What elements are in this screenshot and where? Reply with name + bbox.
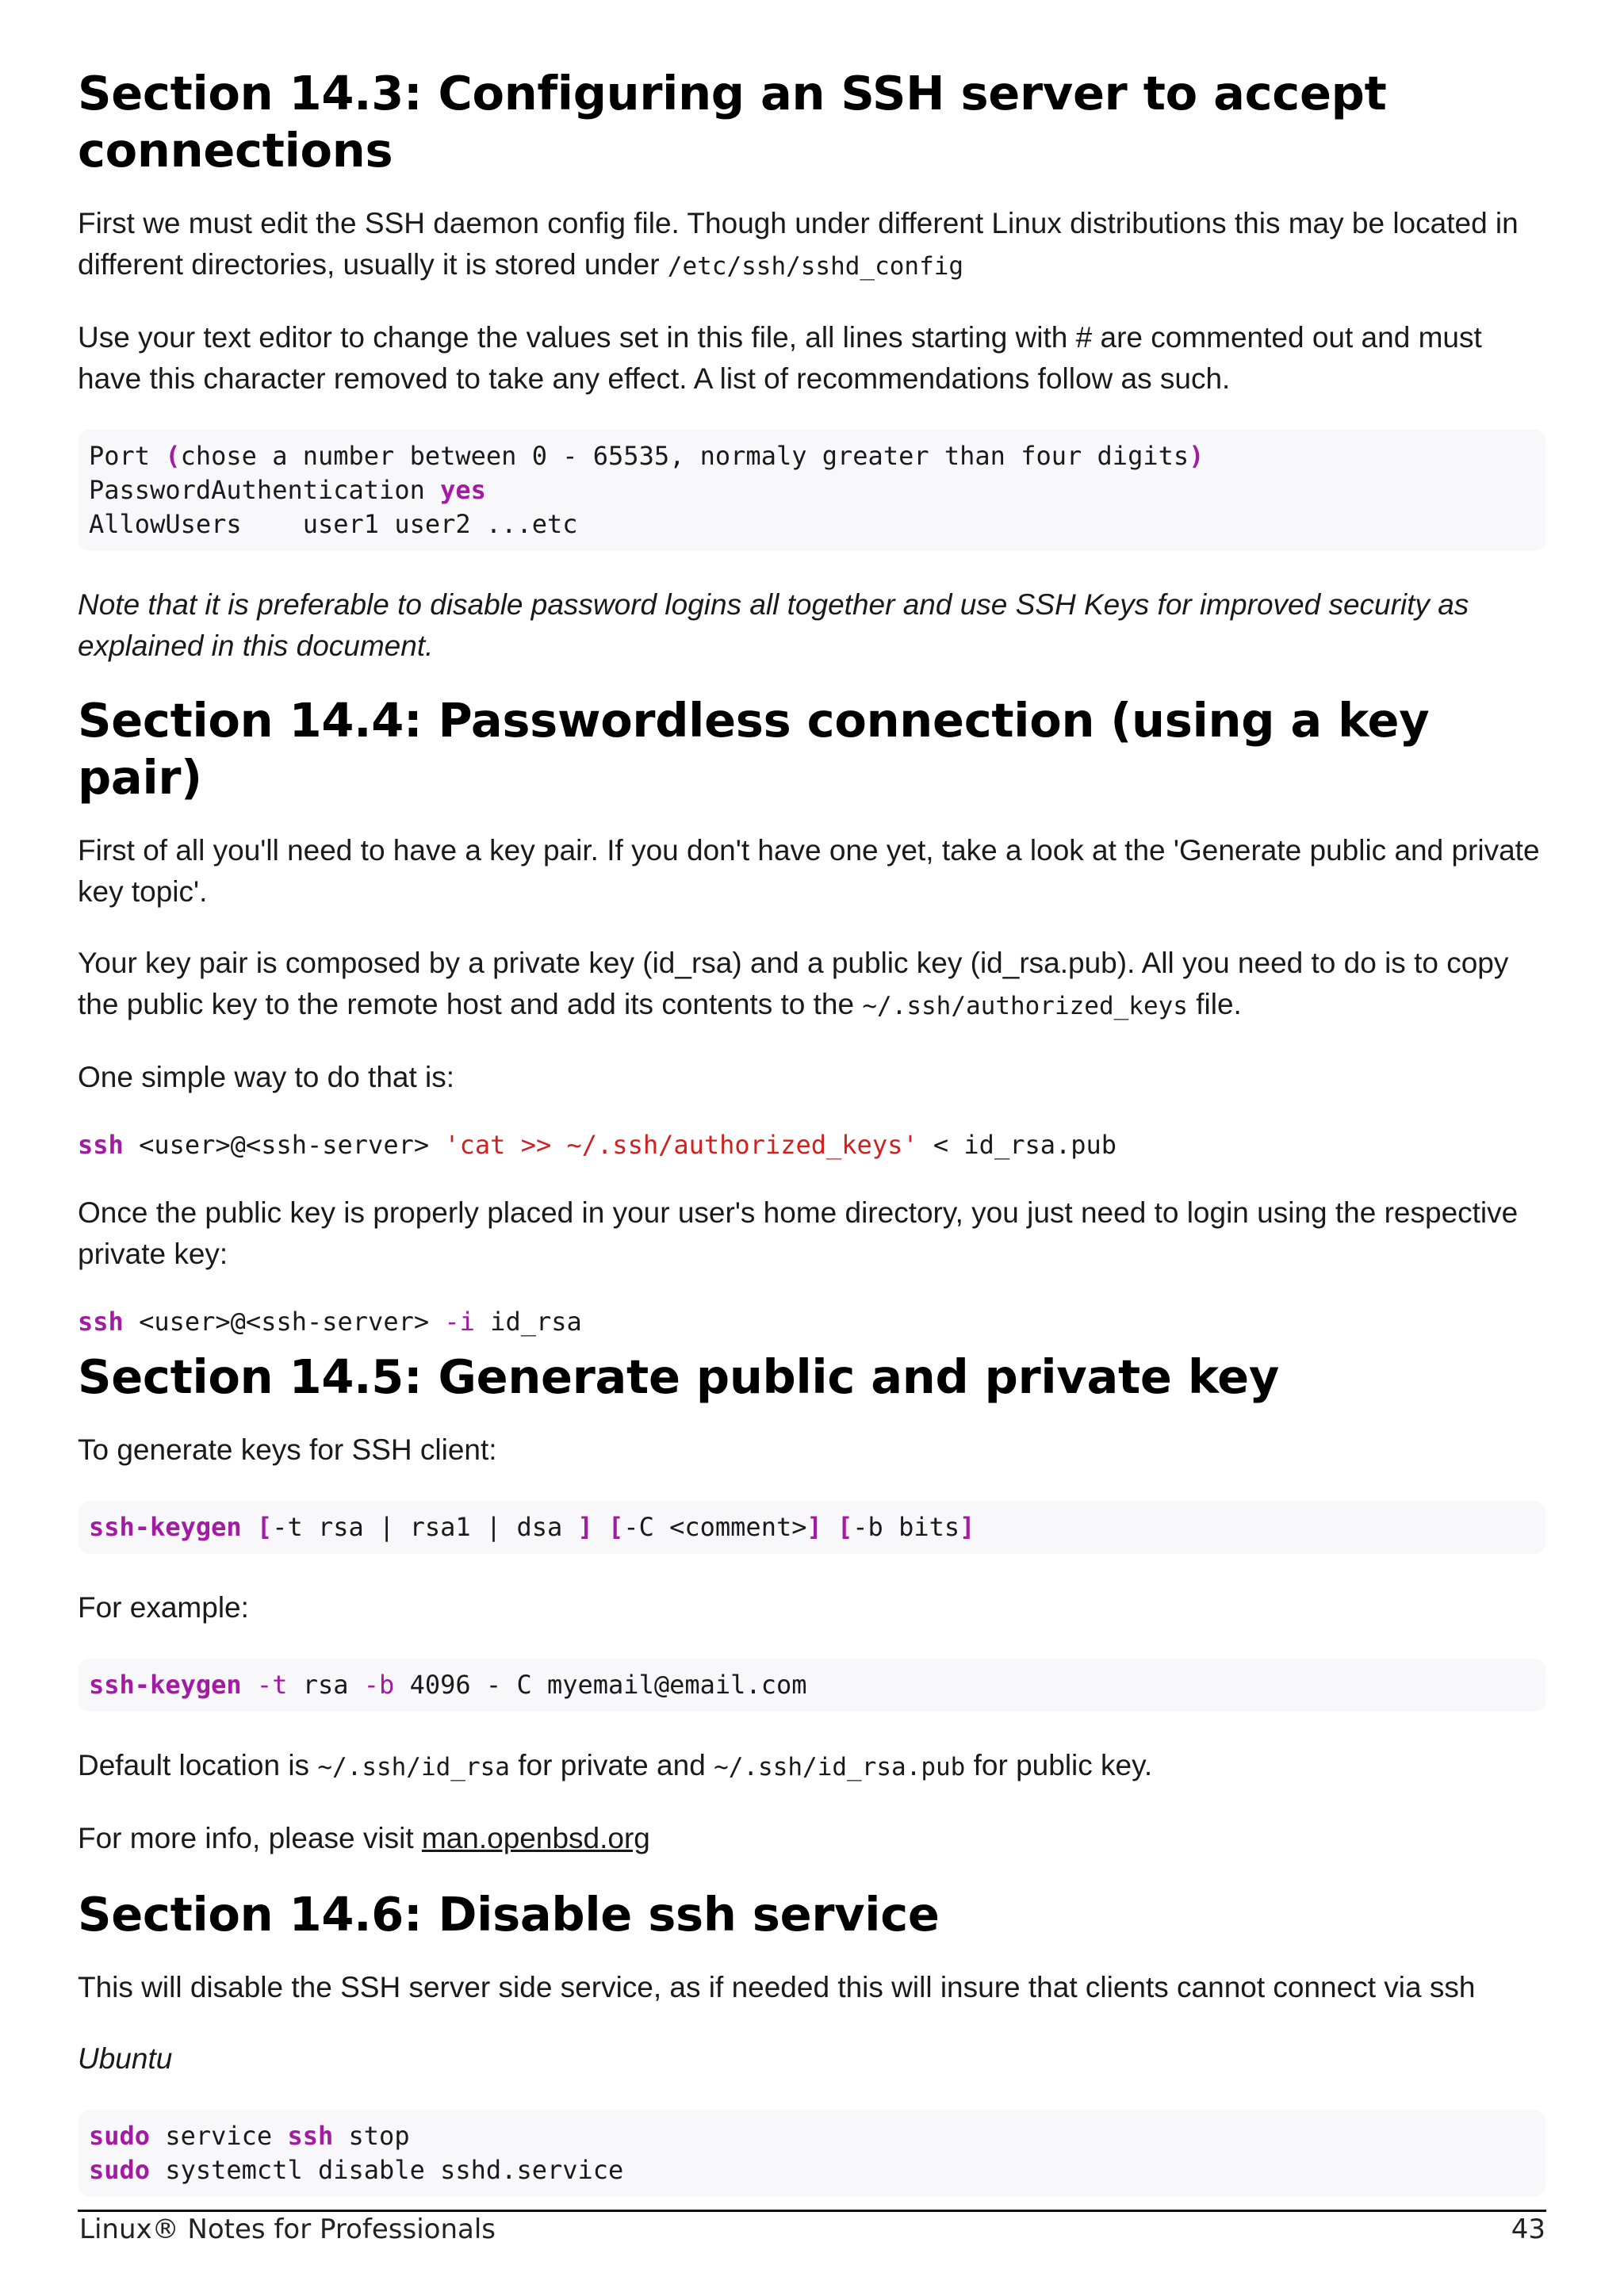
code-token: 4096 - C myemail@email.com — [394, 1670, 807, 1700]
code-token: ssh — [287, 2121, 334, 2151]
section-14-5-paragraph-1: To generate keys for SSH client: — [78, 1433, 497, 1466]
paragraph-text: for private and — [509, 1749, 714, 1781]
inline-code-sshd-config: /etc/ssh/sshd_config — [667, 252, 964, 281]
code-token: < id_rsa.pub — [917, 1130, 1117, 1160]
section-14-6-title: Section 14.6: Disable ssh service — [78, 1887, 940, 1942]
code-token: id_rsa — [474, 1307, 582, 1337]
code-token: yes — [440, 475, 486, 505]
code-token: -C <comment> — [623, 1512, 807, 1542]
code-token: -t — [256, 1670, 288, 1700]
security-note: Note that it is preferable to disable password logins all together and use SSH Keys for improved security as explained in this document. — [78, 588, 1469, 662]
section-14-3-paragraph-2: Use your text editor to change the values set in this file, all lines starting with # are commented out and must have this character removed to take any effect. A list of recommendations follow as such. — [78, 321, 1482, 395]
ssh-copy-key-command — [78, 1128, 1546, 1162]
code-token: service — [150, 2121, 288, 2151]
code-token: ] — [806, 1512, 822, 1542]
ssh-keygen-example-code-block — [78, 1659, 1546, 1712]
code-token: rsa — [287, 1670, 364, 1700]
paragraph-text: for public key. — [965, 1749, 1153, 1781]
section-14-6-paragraph-1: This will disable the SSH server side service, as if needed this will insure that clients cannot connect via ssh — [78, 1971, 1476, 2003]
code-token: stop — [333, 2121, 410, 2151]
code-token: [ — [608, 1512, 624, 1542]
code-line-password-auth — [89, 473, 1535, 507]
code-line-allow-users: AllowUsers user1 user2 ...etc — [89, 509, 578, 539]
code-line — [78, 1128, 1546, 1162]
footer-book-title: Linux® Notes for Professionals — [79, 2214, 496, 2245]
code-token: ] — [959, 1512, 975, 1542]
ubuntu-label: Ubuntu — [78, 2042, 173, 2075]
code-line — [89, 2119, 1535, 2153]
section-14-5-paragraph-2: For example: — [78, 1591, 249, 1624]
section-14-4-paragraph-4: Once the public key is properly placed in your user's home directory, you just need to login using the respective private key: — [78, 1196, 1519, 1270]
paragraph-text: file. — [1187, 988, 1242, 1020]
section-14-5-paragraph-4 — [78, 1818, 1546, 1859]
code-line — [89, 1510, 1535, 1544]
inline-code-id-rsa: ~/.ssh/id_rsa — [317, 1753, 510, 1781]
code-token: ssh-keygen — [89, 1512, 242, 1542]
code-token: 'cat >> ~/.ssh/authorized_keys' — [444, 1130, 918, 1160]
ssh-keygen-syntax-code-block — [78, 1501, 1546, 1554]
code-line-port — [89, 439, 1535, 473]
paragraph-text: For more info, please visit — [78, 1822, 422, 1854]
code-line — [89, 2153, 1535, 2187]
code-token: ) — [1189, 441, 1205, 471]
section-14-3-title: Section 14.3: Configuring an SSH server to accept connections — [78, 66, 1387, 178]
code-token: [ — [837, 1512, 853, 1542]
code-token: Port — [89, 441, 166, 471]
section-14-3-paragraph-1 — [78, 203, 1546, 287]
code-token: sudo — [89, 2121, 151, 2151]
code-token: PasswordAuthentication — [89, 475, 441, 505]
code-line — [89, 1668, 1535, 1702]
paragraph-text: Your key pair is composed by a private key (id_rsa) and a public key (id_rsa.pub). All you need to do is to copy the public key to the remote host and add its contents to the — [78, 947, 1509, 1020]
section-14-5-paragraph-3 — [78, 1745, 1546, 1788]
section-14-4-paragraph-3: One simple way to do that is: — [78, 1061, 455, 1093]
section-14-4-paragraph-1: First of all you'll need to have a key pair. If you don't have one yet, take a look at the 'Generate public and private key topic'. — [78, 834, 1540, 908]
section-14-4-paragraph-2 — [78, 943, 1546, 1027]
sshd-config-code-block — [78, 430, 1546, 551]
code-token: ( — [165, 441, 181, 471]
code-token: ssh — [78, 1307, 124, 1337]
code-token: -t rsa | rsa1 | dsa — [272, 1512, 578, 1542]
page-content — [78, 65, 1546, 2230]
inline-code-authorized-keys: ~/.ssh/authorized_keys — [862, 992, 1188, 1020]
section-14-5-title: Section 14.5: Generate public and private key — [78, 1349, 1280, 1404]
code-line — [78, 1305, 1546, 1339]
code-token: ] — [577, 1512, 593, 1542]
inline-code-id-rsa-pub: ~/.ssh/id_rsa.pub — [714, 1753, 966, 1781]
code-token: ssh — [78, 1130, 124, 1160]
code-token: <user>@<ssh-server> — [123, 1307, 445, 1337]
paragraph-text: Default location is — [78, 1749, 318, 1781]
code-token: [ — [256, 1512, 273, 1542]
footer-divider — [78, 2210, 1546, 2212]
code-token: -b bits — [852, 1512, 960, 1542]
code-token: chose a number between 0 - 65535, normaly greater than four digits — [180, 441, 1189, 471]
man-openbsd-link[interactable]: man.openbsd.org — [421, 1822, 650, 1854]
code-token: ssh-keygen — [89, 1670, 242, 1700]
code-token: -i — [444, 1307, 475, 1337]
code-token: -b — [363, 1670, 395, 1700]
section-14-4-title: Section 14.4: Passwordless connection (using a key pair) — [78, 693, 1430, 805]
disable-ssh-code-block — [78, 2110, 1546, 2197]
code-token: <user>@<ssh-server> — [123, 1130, 445, 1160]
code-token: sudo — [89, 2155, 151, 2185]
footer-page-number: 43 — [1511, 2214, 1545, 2245]
ssh-login-command — [78, 1305, 1546, 1339]
code-token: systemctl disable sshd.service — [150, 2155, 624, 2185]
paragraph-text: First we must edit the SSH daemon config file. Though under different Linux distributions this may be located in different directories, usually it is stored under — [78, 207, 1519, 281]
